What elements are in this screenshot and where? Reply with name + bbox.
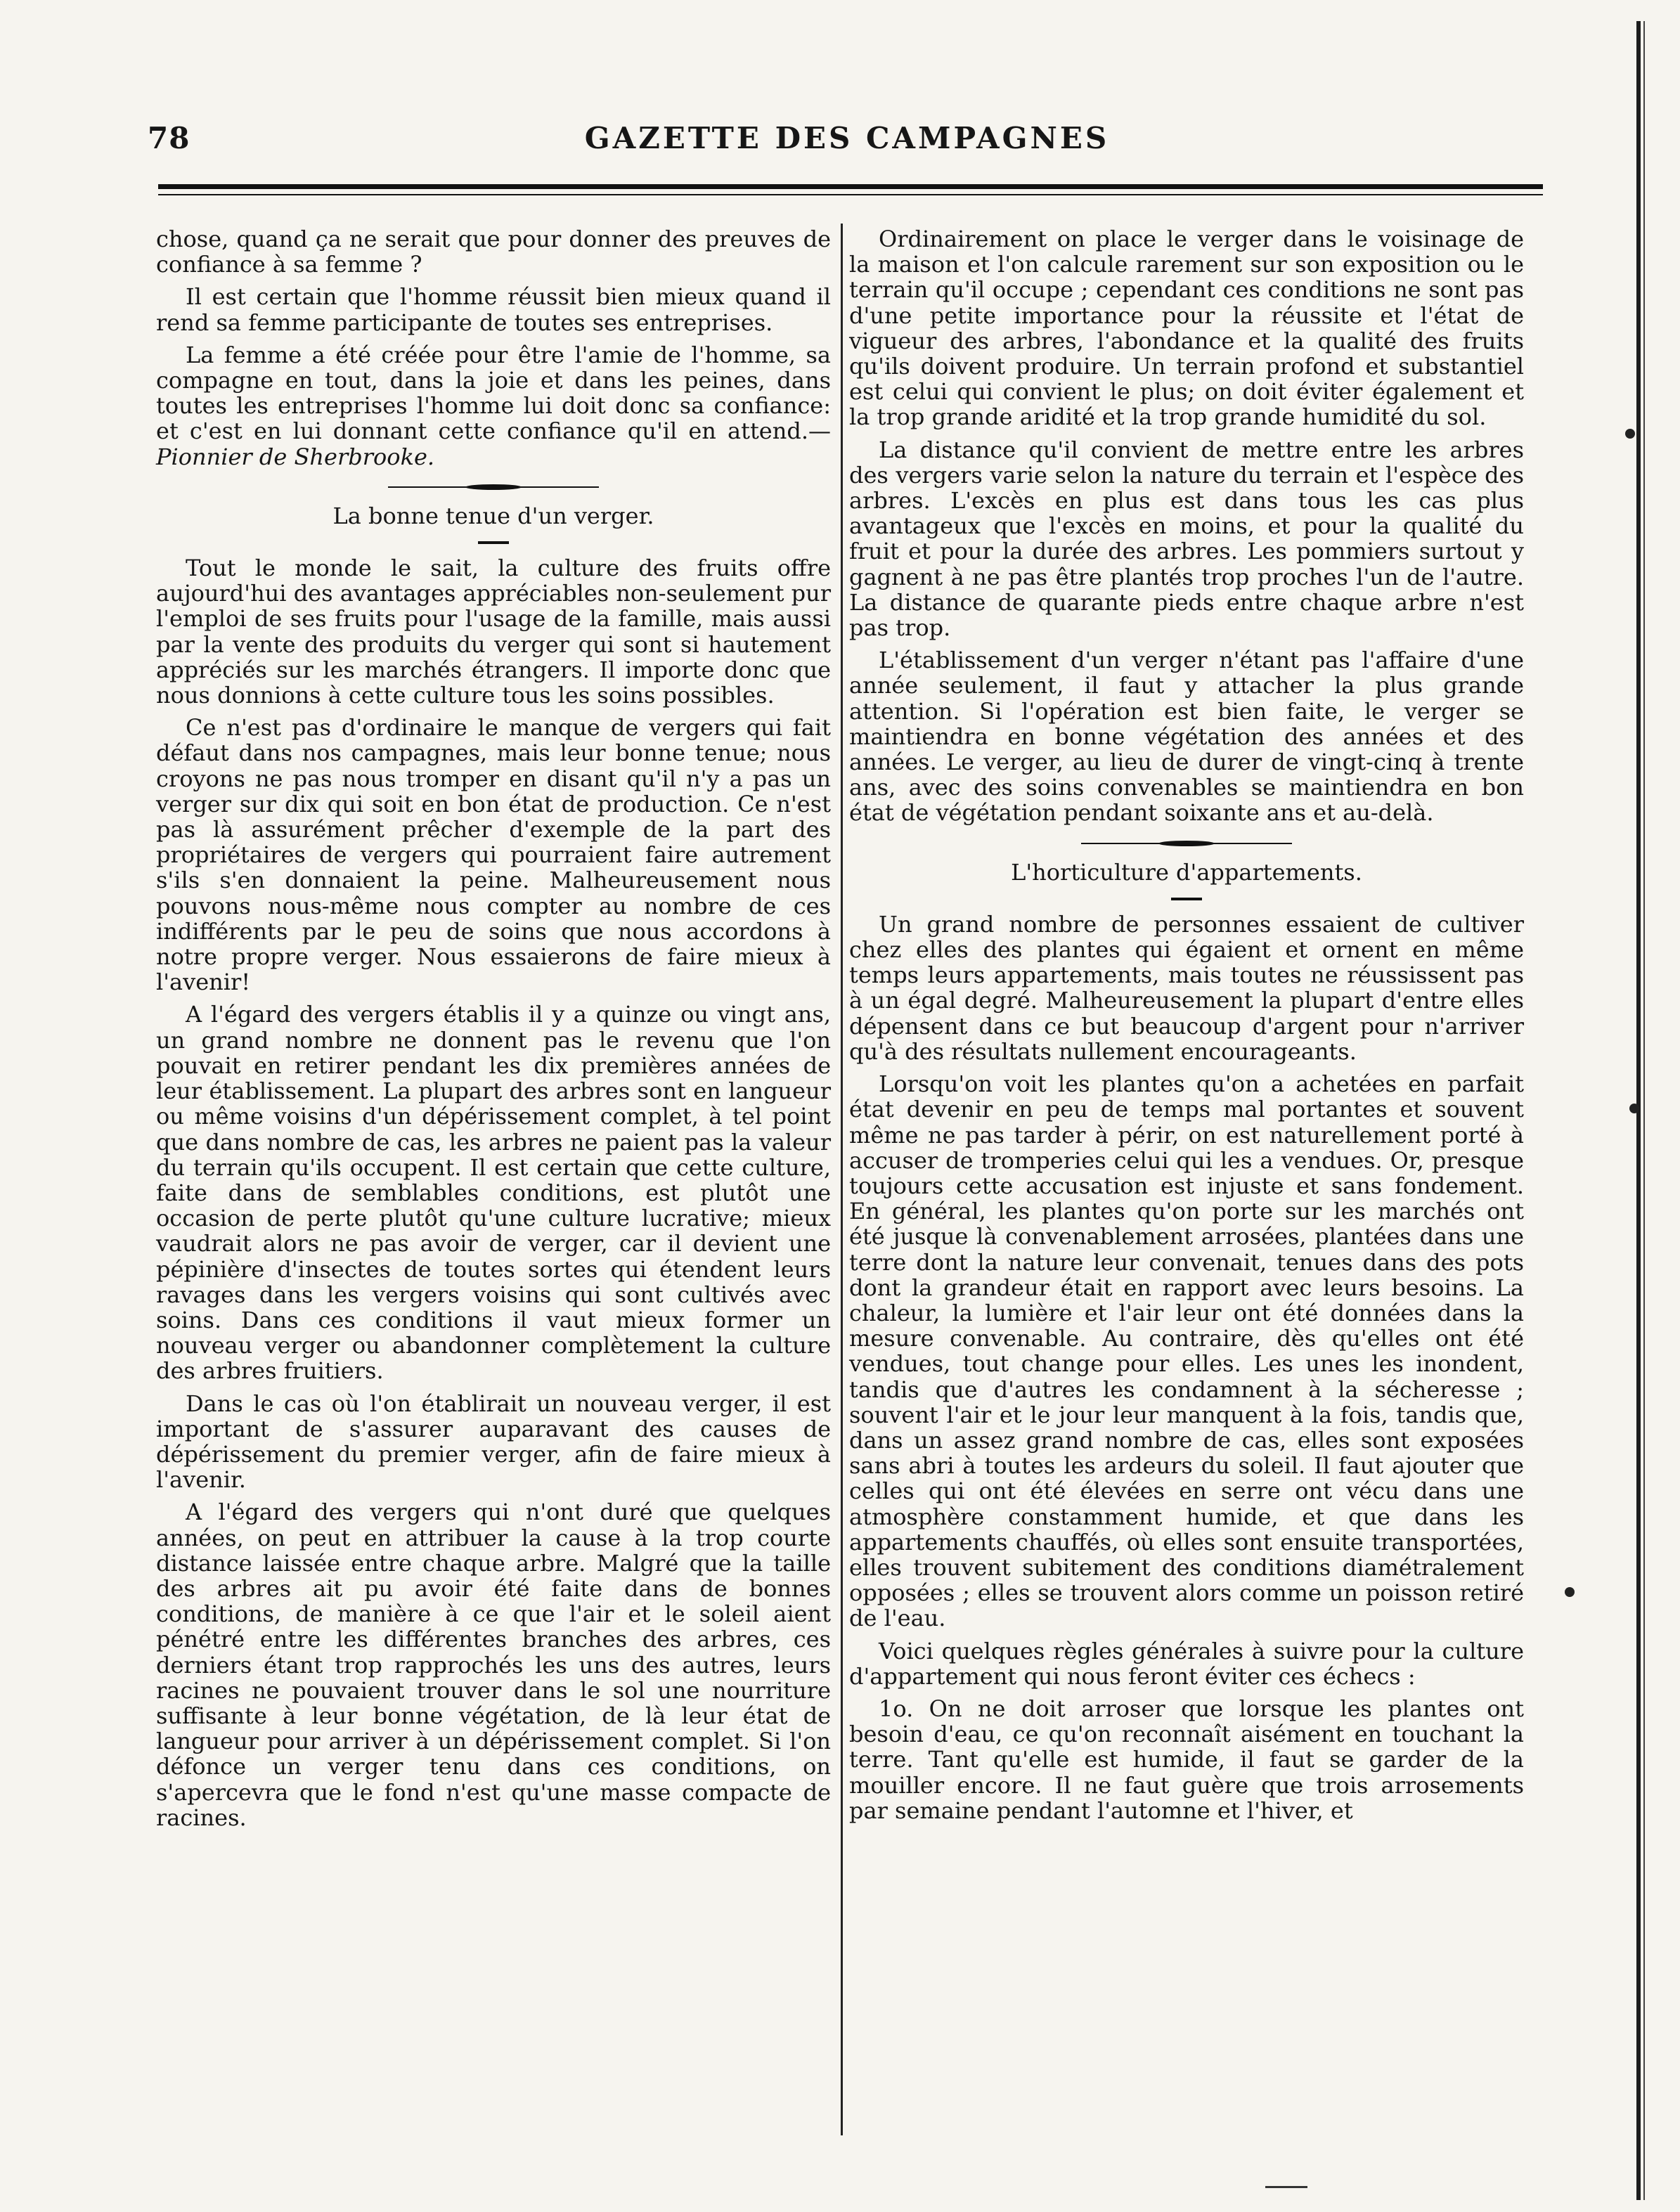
- section-title: La bonne tenue d'un verger.: [332, 502, 654, 529]
- bottom-mark: [1265, 2186, 1307, 2188]
- paragraph: Ce n'est pas d'ordinaire le manque de vergers qui fait défaut dans nos campagnes, mais leur bonne tenue; nous croyons ne pas nous tromper en disant qu'il n'y a pas un verger sur dix qui soit en bon état de production. Ce n'est pas là assurément prêcher d'exemple de la part des propriétaires de vergers qui pourraient faire autrement s'ils s'en donnaient la peine. Malheureusement nous pouvons nous-même nous compter au nombre de ces indifférents par le peu de soins que nous accordons à notre propre verger. Nous essaierons de faire mieux à l'avenir!: [156, 714, 831, 996]
- paragraph: Lorsqu'on voit les plantes qu'on a achetées en parfait état devenir en peu de temps mal portantes et souvent même ne pas tarder à périr, on est naturellement porté à accuser de tromperies celui qui les a vendues. Or, presque toujours cette accusation est injuste et sans fondement. En général, les plantes qu'on porte sur les marchés ont été jusque là convenablement arrosées, plantées dans une terre dont la nature leur convenait, tenues dans des pots dont la grandeur était en rapport avec leurs besoins. La chaleur, la lumière et l'air leur ont été données dans la mesure convenable. Au contraire, dès qu'elles ont été vendues, tout change pour elles. Les unes les inondent, tandis que d'autres les condamnent à la sécheresse ; souvent l'air et le jour leur manquent à la fois, tandis que, dans un assez grand nombre de cas, elles sont exposées sans abri à toutes les ardeurs du soleil. Il faut ajouter que celles qui ont été élevées en serre ont vécu dans une atmosphère constamment humide, et que dans les appartements chauffés, où elles sont ensuite transportées, elles trouvent subitement des conditions diamétralement opposées ; elles se trouvent alors comme un poisson retiré de l'eau.: [849, 1071, 1524, 1632]
- paragraph: Dans le cas où l'on établirait un nouveau verger, il est important de s'assurer auparavant des causes de dépérissement du premier verger, afin de faire mieux à l'avenir.: [156, 1390, 831, 1494]
- left-column: [156, 226, 831, 1830]
- ink-blot: [1565, 1587, 1575, 1597]
- paragraph: Un grand nombre de personnes essaient de cultiver chez elles des plantes qui égaient et ornent en même temps leurs appartements, mais toutes ne réussissent pas à un égal degré. Malheureusement la plupart d'entre elles dépensent dans ce but beaucoup d'argent pour n'arriver qu'à des résultats nullement encourageants.: [849, 910, 1524, 1065]
- title-dash: [478, 541, 509, 544]
- paragraph: 1o. On ne doit arroser que lorsque les plantes ont besoin d'eau, ce qu'on reconnaît aisément en touchant la terre. Tant qu'elle est humide, il faut se garder de la mouiller encore. Il ne faut guère que trois arrosements par semaine pendant l'automne et l'hiver, et: [849, 1695, 1524, 1824]
- paragraph: L'établissement d'un verger n'étant pas l'affaire d'une année seulement, il faut y attacher la plus grande attention. Si l'opération est bien faite, le verger se maintiendra en bonne végétation des années et des années. Le verger, au lieu de durer de vingt-cinq à trente ans, avec des soins convenables se maintiendra en bon état de végétation pendant soixante ans et au-delà.: [849, 647, 1524, 827]
- header-rule-thin: [158, 194, 1543, 195]
- section-separator: [388, 482, 599, 492]
- column-divider: [841, 224, 843, 2135]
- paragraph: A l'égard des vergers qui n'ont duré que quelques années, on peut en attribuer la cause à la trop courte distance laissée entre chaque arbre. Malgré que la taille des arbres ait pu avoir été faite dans de bonnes conditions, de manière à ce que l'air et le soleil aient pénétré entre les différentes branches des arbres, ces derniers étant trop rapprochés les uns des autres, leurs racines ne pouvaient trouver dans le sol une nourriture suffisante à leur bonne végétation, de là leur état de langueur pour arriver à un dépérissement complet. Si l'on défonce un verger tenu dans ces conditions, on s'apercevra que le fond n'est qu'une masse compacte de racines.: [156, 1499, 831, 1831]
- section-title: L'horticulture d'appartements.: [1011, 858, 1362, 886]
- paragraph: Il est certain que l'homme réussit bien mieux quand il rend sa femme participante de toutes ses entreprises.: [156, 283, 831, 336]
- article-signature: Pionnier de Sherbrooke.: [156, 443, 435, 470]
- paragraph: Voici quelques règles générales à suivre pour la culture d'appartement qui nous feront éviter ces échecs :: [849, 1637, 1524, 1690]
- paragraph: [156, 342, 831, 470]
- section-separator: [1081, 839, 1292, 848]
- header-rule-thick: [158, 184, 1543, 189]
- ink-blot: [1629, 1104, 1639, 1113]
- title-dash: [1171, 898, 1202, 900]
- page-number: 78: [148, 121, 190, 155]
- paragraph: Tout le monde le sait, la culture des fruits offre aujourd'hui des avantages appréciables non-seulement pur l'emploi de ses fruits pour l'usage de la famille, mais aussi par la vente des produits du verger qui sont si hautement appréciés sur les marchés étrangers. Il importe donc que nous donnions à cette culture tous les soins possibles.: [156, 555, 832, 709]
- paragraph-text: La femme a été créée pour être l'amie de l'homme, sa compagne en tout, dans la joie et dans les peines, dans toutes les entreprises l'homme lui doit donc sa confiance: et c'est en lui donnant cette confiance qu'il en attend.—: [156, 341, 831, 445]
- paragraph: chose, quand ça ne serait que pour donner des preuves de confiance à sa femme ?: [156, 226, 831, 278]
- page-header: [148, 121, 1546, 163]
- ink-blot: [1625, 429, 1635, 439]
- binding-margin-line-secondary: [1643, 21, 1645, 2200]
- paragraph: A l'égard des vergers établis il y a quinze ou vingt ans, un grand nombre ne donnent pas le revenu que l'on pouvait en retirer pendant les dix premières années de leur établissement. La plupart des arbres sont en langueur ou même voisins d'un dépérissement complet, à tel point que dans nombre de cas, les arbres ne paient pas la valeur du terrain qu'ils occupent. Il est certain que cette culture, faite dans de semblables conditions, est plutôt une occasion de perte plutôt qu'une culture lucrative; mieux vaudrait alors ne pas avoir de verger, car il devient une pépinière d'insectes de toutes sortes qui étendent leurs ravages dans les vergers voisins qui sont cultivés avec soins. Dans ces conditions il vaut mieux former un nouveau verger ou abandonner complètement la culture des arbres fruitiers.: [156, 1001, 831, 1385]
- paragraph: La distance qu'il convient de mettre entre les arbres des vergers varie selon la nature du terrain et l'espèce des arbres. L'excès en plus est dans tous les cas plus avantageux que l'excès en moins, et pour la qualité du fruit et pour la durée des arbres. Les pommiers surtout y gagnent à ne pas être plantés trop proches l'un de l'autre. La distance de quarante pieds entre chaque arbre n'est pas trop.: [849, 436, 1524, 642]
- running-title: GAZETTE DES CAMPAGNES: [584, 121, 1110, 155]
- paragraph: Ordinairement on place le verger dans le voisinage de la maison et l'on calcule rarement sur son exposition ou le terrain qu'il occupe ; cependant ces conditions ne sont pas d'une petite importance pour la réussite et l'état de vigueur des arbres, l'abondance et la qualité des fruits qu'ils doivent produire. Un terrain profond et substantiel est celui qui convient le plus; on doit éviter également et la trop grande aridité et la trop grande humidité du sol.: [849, 226, 1524, 431]
- right-column: [849, 226, 1524, 1823]
